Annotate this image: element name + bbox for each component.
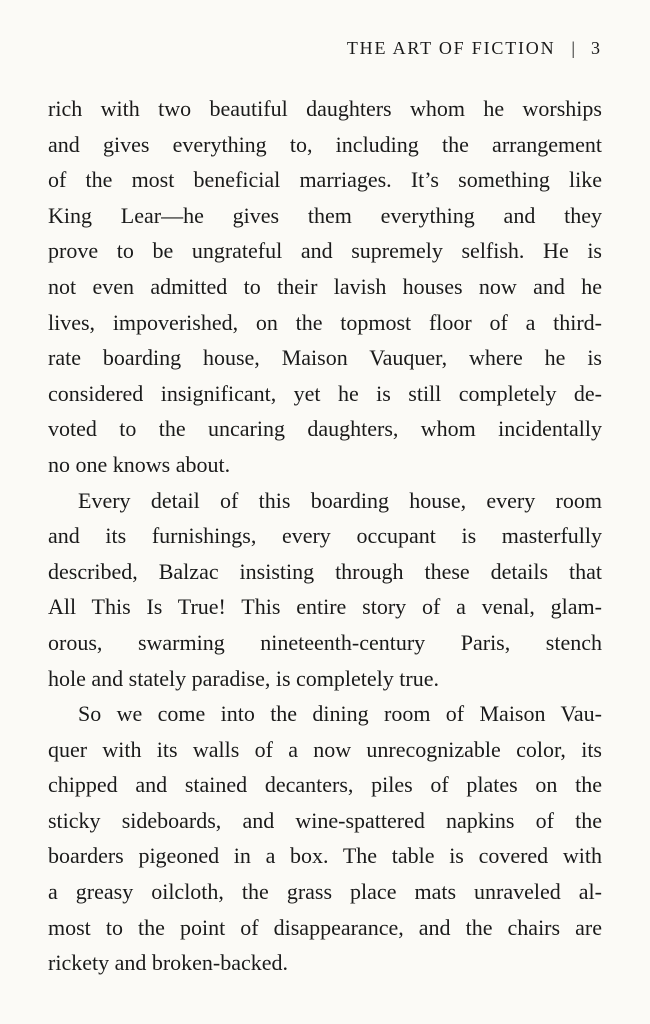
paragraph-2 xyxy=(48,483,602,697)
text-line: sticky sideboards, and wine-spattered napkins of the xyxy=(48,807,602,833)
text-line: considered insignificant, yet he is still completely de- xyxy=(48,380,602,406)
running-head-title: THE ART OF FICTION xyxy=(346,38,556,58)
text-line: and gives everything to, including the arrangement xyxy=(48,131,602,157)
text-line: hole and stately paradise, is completely true. xyxy=(48,665,439,691)
text-line: a greasy oilcloth, the grass place mats unraveled al- xyxy=(48,879,602,905)
text-line: chipped and stained decanters, piles of plates on the xyxy=(48,772,602,798)
text-line: Every detail of this boarding house, every room xyxy=(78,487,602,513)
text-line: described, Balzac insisting through these details that xyxy=(48,558,602,584)
body-text xyxy=(48,91,602,981)
text-line: of the most beneficial marriages. It’s something like xyxy=(48,167,602,193)
text-line: prove to be ungrateful and supremely selfish. He is xyxy=(48,238,602,264)
paragraph-3 xyxy=(48,696,602,981)
paragraph-1 xyxy=(48,91,602,483)
text-line: rich with two beautiful daughters whom he worships xyxy=(48,96,602,121)
running-head-separator: | xyxy=(571,38,575,58)
text-line: no one knows about. xyxy=(48,451,231,477)
text-line: So we come into the dining room of Maison Vau- xyxy=(78,701,602,727)
text-line: lives, impoverished, on the topmost floor of a third- xyxy=(48,309,602,335)
text-line: rickety and broken-backed. xyxy=(48,950,289,976)
text-line: voted to the uncaring daughters, whom incidentally xyxy=(48,416,602,442)
text-line: not even admitted to their lavish houses now and he xyxy=(48,273,602,299)
text-line: and its furnishings, every occupant is masterfully xyxy=(48,523,602,549)
text-line: quer with its walls of a now unrecognizable color, its xyxy=(48,736,602,762)
running-head xyxy=(347,38,600,59)
text-line: rate boarding house, Maison Vauquer, where he is xyxy=(48,345,602,371)
page-number: 3 xyxy=(591,38,600,58)
text-line: most to the point of disappearance, and the chairs are xyxy=(48,914,602,940)
text-line: boarders pigeoned in a box. The table is covered with xyxy=(48,843,602,869)
text-line: orous, swarming nineteenth-century Paris, stench xyxy=(48,629,602,655)
text-line: All This Is True! This entire story of a venal, glam- xyxy=(48,594,602,620)
text-line: King Lear—he gives them everything and they xyxy=(48,202,602,228)
